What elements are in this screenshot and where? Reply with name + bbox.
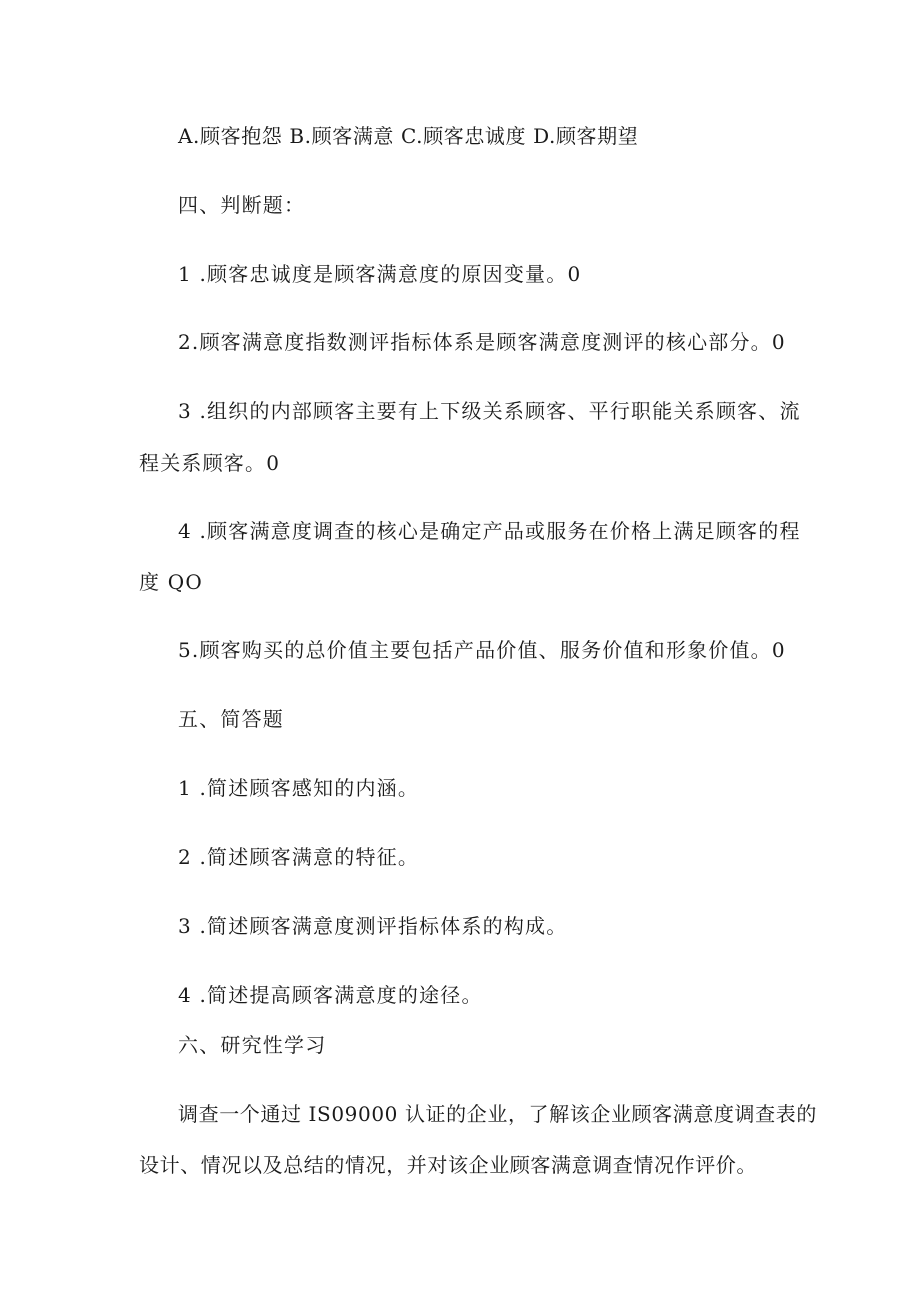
research-paragraph-line-2: 设计、情况以及总结的情况，并对该企业顾客满意调查情况作评价。 xyxy=(139,1153,757,1177)
judgment-item-1: 1 .顾客忠诚度是顾客满意度的原因变量。0 xyxy=(178,262,582,286)
judgment-item-3-continued: 程关系顾客。0 xyxy=(139,451,281,475)
short-answer-item-1: 1 .简述顾客感知的内涵。 xyxy=(178,776,420,800)
short-answer-item-2: 2 .简述顾客满意的特征。 xyxy=(178,845,420,869)
judgment-item-2: 2.顾客满意度指数测评指标体系是顾客满意度测评的核心部分。0 xyxy=(178,330,786,354)
multiple-choice-options: A.顾客抱怨 B.顾客满意 C.顾客忠诚度 D.顾客期望 xyxy=(178,124,639,148)
judgment-item-3: 3 .组织的内部顾客主要有上下级关系顾客、平行职能关系顾客、流 xyxy=(178,399,801,423)
judgment-item-5: 5.顾客购买的总价值主要包括产品价值、服务价值和形象价值。0 xyxy=(178,638,786,662)
judgment-item-4: 4 .顾客满意度调查的核心是确定产品或服务在价格上满足顾客的程 xyxy=(178,519,801,543)
short-answer-item-3: 3 .简述顾客满意度测评指标体系的构成。 xyxy=(178,914,568,938)
short-answer-item-4: 4 .简述提高顾客满意度的途径。 xyxy=(178,983,483,1007)
section-4-heading: 四、判断题： xyxy=(178,193,306,217)
research-paragraph-line-1: 调查一个通过 IS09000 认证的企业，了解该企业顾客满意度调查表的 xyxy=(178,1102,817,1126)
section-6-heading: 六、研究性学习 xyxy=(178,1033,327,1057)
judgment-item-4-continued: 度 QO xyxy=(139,570,203,594)
section-5-heading: 五、简答题 xyxy=(178,707,284,731)
